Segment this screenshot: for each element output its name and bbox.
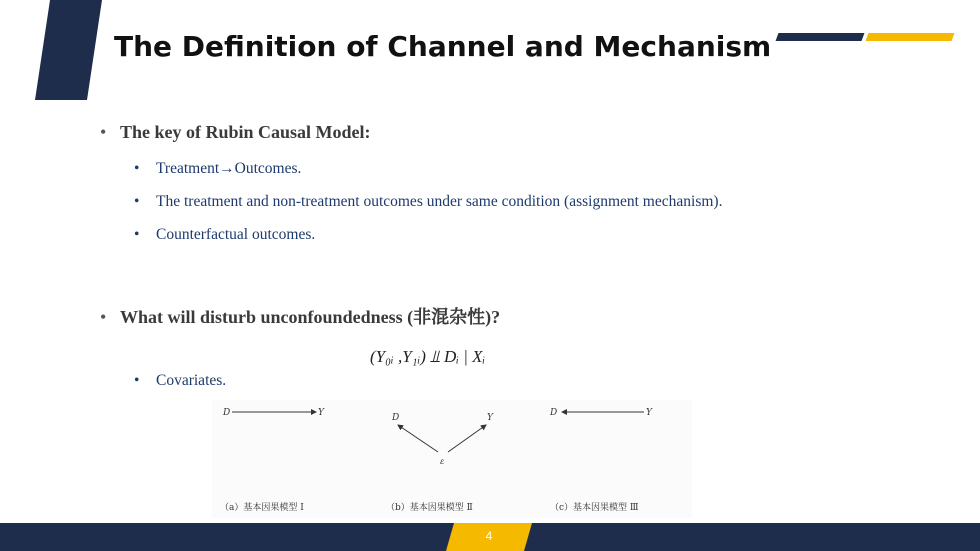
- sub-bullet-text: Covariates.: [156, 372, 227, 389]
- sub-bullet-treatment: [134, 160, 301, 178]
- title-accent-bar: [0, 0, 110, 100]
- bullet-dot: •: [100, 307, 107, 327]
- caption-model-b: （b）基本因果模型 Ⅱ: [386, 503, 473, 513]
- bullet-dot: •: [100, 122, 107, 142]
- bullet-unconfoundedness-text: What will disturb unconfoundedness (非混杂性)?: [120, 307, 501, 327]
- caption-model-c: （c）基本因果模型 Ⅲ: [550, 503, 639, 513]
- edge-e-to-d: [398, 425, 438, 452]
- node-y-a: Y: [318, 408, 324, 418]
- bullet-unconfoundedness: [100, 303, 500, 329]
- sub-bullet-covariates: [134, 372, 226, 390]
- slide-title: The Definition of Channel and Mechanism: [114, 30, 772, 63]
- title-decoration-blue: [776, 33, 865, 41]
- bullet-dot: •: [134, 226, 140, 243]
- bullet-rubin-model: [100, 122, 371, 143]
- unconfoundedness-formula: (Y₀ᵢ ,Y₁ᵢ) ⫫ Dᵢ | Xᵢ: [370, 347, 486, 366]
- node-d-b: D: [392, 413, 400, 423]
- caption-model-a: （a）基本因果模型 Ⅰ: [220, 503, 304, 513]
- page-number: 4: [485, 529, 493, 543]
- bullet-rubin-model-text: The key of Rubin Causal Model:: [120, 122, 371, 142]
- node-y-b: Y: [487, 413, 493, 423]
- sub-bullet-counterfactual: [134, 226, 315, 244]
- node-y-c: Y: [646, 408, 652, 418]
- node-epsilon: ε: [440, 457, 445, 466]
- bullet-dot: •: [134, 160, 140, 177]
- bullet-dot: •: [134, 372, 140, 389]
- sub-bullet-text: The treatment and non-treatment outcomes under same condition (assignment mechanism).: [156, 193, 723, 210]
- bullet-dot: •: [134, 193, 140, 210]
- edge-e-to-y: [448, 425, 486, 452]
- node-d-a: D: [223, 408, 231, 418]
- title-decoration-yellow: [866, 33, 955, 41]
- sub-bullet-text: Treatment→Outcomes.: [156, 160, 302, 177]
- sub-bullet-outcomes: [134, 193, 722, 211]
- node-d-c: D: [550, 408, 558, 418]
- sub-bullet-text: Counterfactual outcomes.: [156, 226, 316, 243]
